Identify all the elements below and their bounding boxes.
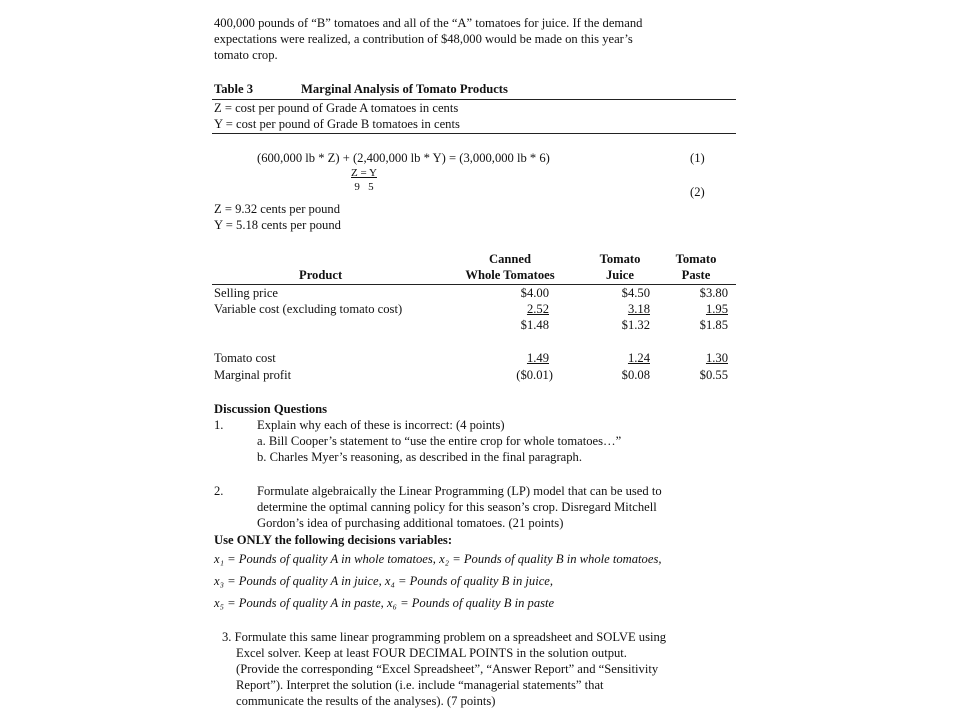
table3-title: Marginal Analysis of Tomato Products (301, 82, 508, 96)
cell-juice-tomato-cost: 1.24 (627, 351, 650, 365)
header-juice-1: Tomato (599, 252, 641, 266)
q3-line-5: communicate the results of the analyses). (7 points) (236, 694, 496, 708)
cell-paste-variable-cost: 1.95 (705, 302, 728, 316)
table3-label: Table 3 (214, 82, 254, 96)
variables-line-2: x₃ = Pounds of quality A in juice, x₄ = Pounds of quality B in juice, (214, 574, 554, 588)
result-y: Y = 5.18 cents per pound (214, 218, 341, 232)
equation-2-bottom: 9 5 (354, 181, 374, 193)
cell-paste-selling-price: $3.80 (699, 286, 728, 300)
q2-line-3: Gordon’s idea of purchasing additional tomatoes. (21 points) (257, 516, 564, 530)
table3-def-z: Z = cost per pound of Grade A tomatoes in cents (214, 101, 459, 115)
cell-paste-tomato-cost: 1.30 (705, 351, 728, 365)
variables-line-3: x₅ = Pounds of quality A in paste, x₆ = Pounds of quality B in paste (214, 596, 555, 610)
cell-canned-variable-cost: 2.52 (526, 302, 549, 316)
intro-line-2: expectations were realized, a contribution of $48,000 would be made on this year’s (214, 32, 633, 46)
intro-line-1: 400,000 pounds of “B” tomatoes and all of the “A” tomatoes for juice. If the demand (214, 16, 643, 30)
header-product: Product (299, 268, 343, 282)
cell-juice-selling-price: $4.50 (621, 286, 650, 300)
equation-1-number: (1) (690, 151, 705, 165)
cell-canned-subtotal: $1.48 (520, 318, 549, 332)
cell-juice-variable-cost: 3.18 (627, 302, 650, 316)
q2-number: 2. (214, 484, 224, 498)
row-label-variable-cost: Variable cost (excluding tomato cost) (214, 302, 403, 316)
cell-canned-selling-price: $4.00 (520, 286, 549, 300)
cell-canned-tomato-cost: 1.49 (526, 351, 549, 365)
discussion-title: Discussion Questions (214, 402, 328, 416)
q1-part-a: a. Bill Cooper’s statement to “use the entire crop for whole tomatoes…” (257, 434, 622, 448)
row-label-selling-price: Selling price (214, 286, 279, 300)
row-label-tomato-cost: Tomato cost (214, 351, 276, 365)
q3-line-4: Report”). Interpret the solution (i.e. include “managerial statements” that (236, 678, 604, 692)
result-z: Z = 9.32 cents per pound (214, 202, 341, 216)
table3-def-y: Y = cost per pound of Grade B tomatoes in cents (214, 117, 460, 131)
q3-line-3: (Provide the corresponding “Excel Spreadsheet”, “Answer Report” and “Sensitivity (236, 662, 659, 676)
product-table-header-rule (212, 284, 736, 285)
cell-canned-marginal-profit: ($0.01) (516, 368, 553, 382)
header-paste-2: Paste (681, 268, 711, 282)
q3-line-2: Excel solver. Keep at least FOUR DECIMAL POINTS in the solution output. (236, 646, 627, 660)
q1-number: 1. (214, 418, 224, 432)
cell-juice-subtotal: $1.32 (621, 318, 650, 332)
header-paste-1: Tomato (675, 252, 717, 266)
intro-line-3: tomato crop. (214, 48, 278, 62)
q1-text: Explain why each of these is incorrect: (4 points) (257, 418, 505, 432)
table3-rule-bottom (212, 133, 736, 134)
equation-2-top: Z = Y (351, 167, 377, 179)
header-canned-1: Canned (489, 252, 531, 266)
variables-title: Use ONLY the following decisions variables: (214, 533, 453, 547)
cell-paste-subtotal: $1.85 (699, 318, 728, 332)
q2-line-2: determine the optimal canning policy for this season’s crop. Disregard Mitchell (257, 500, 657, 514)
cell-juice-marginal-profit: $0.08 (621, 368, 650, 382)
table3-rule-top (212, 99, 736, 100)
q1-part-b: b. Charles Myer’s reasoning, as described in the final paragraph. (257, 450, 583, 464)
variables-line-1: x₁ = Pounds of quality A in whole tomatoes, x₂ = Pounds of quality B in whole tomatoes, (214, 552, 662, 566)
cell-paste-marginal-profit: $0.55 (699, 368, 728, 382)
header-canned-2: Whole Tomatoes (465, 268, 555, 282)
q2-line-1: Formulate algebraically the Linear Programming (LP) model that can be used to (257, 484, 662, 498)
equation-1: (600,000 lb * Z) + (2,400,000 lb * Y) = (3,000,000 lb * 6) (257, 151, 550, 165)
equation-2-number: (2) (690, 185, 705, 199)
header-juice-2: Juice (606, 268, 634, 282)
q3-line-1: 3. Formulate this same linear programming problem on a spreadsheet and SOLVE using (222, 630, 667, 644)
row-label-marginal-profit: Marginal profit (214, 368, 292, 382)
